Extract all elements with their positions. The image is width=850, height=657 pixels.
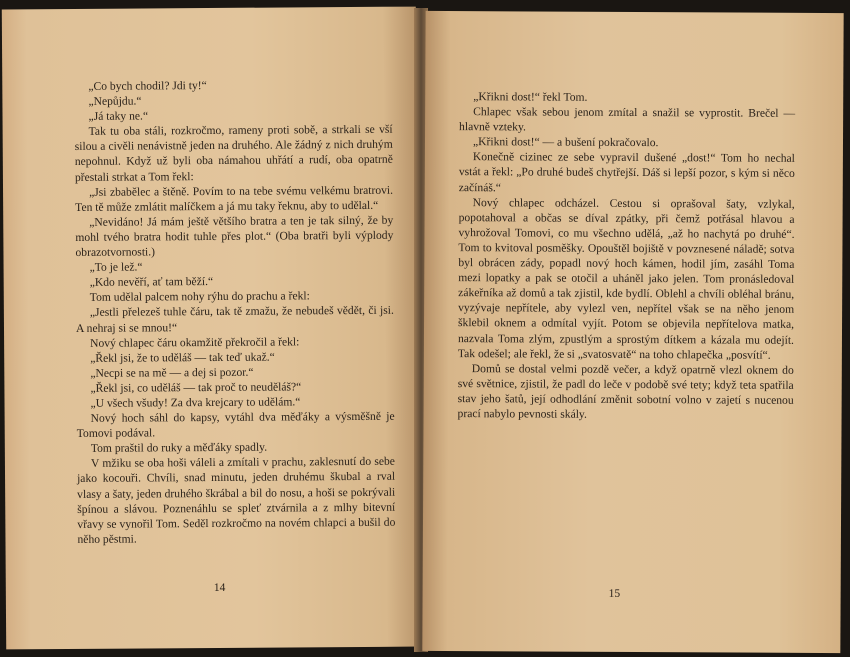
paragraph: „To je lež.“ — [89, 260, 143, 274]
paragraph: Tom praštil do ruky a měďáky spadly. — [90, 440, 268, 456]
paragraph: „Křikni dost!“ řekl Tom. — [473, 90, 588, 104]
paragraph: „Nepůjdu.“ — [88, 94, 142, 108]
paragraph: V mžiku se oba hoši váleli a zmítali v prachu, zaklesnutí do sebe jako kocouři. Chvíli, snad minutu, jeden druhému škubal a rval vlasy a šaty, jeden druhého škrábal a bil do nosu, a hoši se pokrývali špínou a slávou. Poznenáhlu se spleť ztvárnila a z mlhy bitevní vřavy se vynořil Tom. Seděl rozkročmo na novém chlapci a bušil do něho pěstmi. — [77, 455, 396, 546]
paragraph: Tak tu oba stáli, rozkročmo, rameny proti sobě, a strkali se vší silou a civěli nenávistně jeden na druhého. Ale žádný z nich druhým nepohnul. Když už byli oba námahou uhřátí a rudí, oba opatrně přestali strkat a Tom řekl: — [74, 123, 393, 184]
page-number: 15 — [608, 587, 621, 600]
paragraph: „Nevidáno! Já mám ještě většího bratra a ten je tak silný, že by mohl tvého bratra hodit tuhle přes plot.“ (Oba bratři byli výplody obrazotvornosti.) — [75, 213, 394, 259]
paragraph: Domů se dostal velmi pozdě večer, a když opatrně vlezl oknem do své světnice, zjistil, že padl do leče v podobě své tety; když teta spatřila stav jeho šatů, její odhodlání změnit sobotní volno v zajetí s nucenou prací nabylo pevnosti skály. — [457, 361, 794, 421]
paragraph: „Co bych chodil? Jdi ty!“ — [88, 79, 207, 93]
paragraph: „U všech všudy! Za dva krejcary to udělám.“ — [90, 395, 301, 410]
right-page — [422, 11, 843, 653]
paragraph: „Jsi zbabělec a štěně. Povím to na tebe svému velkému bratrovi. Ten tě může zmlátit malíčkem a já mu taky řeknu, aby to udělal.“ — [75, 183, 394, 214]
paragraph: Nový hoch sáhl do kapsy, vytáhl dva měďáky a výsměšně je Tomovi podával. — [76, 409, 395, 441]
paragraph: Nový chlapec odcházel. Cestou si oprašoval šaty, vzlykal, popotahoval a občas se díval zpátky, při čemž potřásal hlavou a vyhrožoval Tomovi, co mu všechno udělá, „až ho nachytá po druhé“. Tom to kvitoval posměšky. Opouštěl bojiště v povznesené náladě; sotva byl obrácen zády, popadl nový hoch kámen, hodil jím, zasáhl Toma mezi lopatky a pak se otočil a uháněl jako jelen. Tom pronásledoval zákeřníka až domů a tak zjistil, kde bydlí. Oblehl a chvíli obléhal bránu, vyzývaje nepřítele, aby vylezl ven, nepřítel však se na něho jenom šklebil oknem a odmítal vyjít. Potom se objevila nepřítelova matka, nazvala Toma zlým, zpustlým a sprostým dítkem a kázala mu odejít. Tak odešel; ale řekl, že si „svatosvatě“ na toho chlapečka „posvítí“. — [457, 195, 795, 362]
paragraph: „Křikni dost!“ — a bušení pokračovalo. — [472, 135, 659, 150]
paragraph: „Já taky ne.“ — [88, 109, 149, 124]
paragraph: „Řekl jsi, že to uděláš — tak teď ukaž.“ — [90, 350, 275, 365]
left-page-text — [74, 77, 395, 547]
left-page — [2, 7, 420, 650]
right-page-text — [458, 89, 796, 423]
paragraph: „Jestli přelezeš tuhle čáru, tak tě zmažu, že nebudeš vědět, či jsi. A nehraj si se mnou!“ — [75, 304, 394, 335]
paragraph: Konečně cizinec ze sebe vypravil dušené „dost!“ Tom ho nechal vstát a řekl: „Po druhé budeš chytřejší. Dáš si lepší pozor, s kým si něco začínáš.“ — [458, 150, 795, 194]
paragraph: Chlapec však sebou jenom zmítal a snažil se vyprostit. Brečel — hlavně vzteky. — [459, 105, 796, 134]
paragraph: Nový chlapec čáru okamžitě překročil a řekl: — [90, 334, 300, 350]
page-number: 14 — [213, 581, 226, 594]
paragraph: „Necpi se na mě — a dej si pozor.“ — [90, 365, 254, 380]
paragraph: „Kdo nevěří, ať tam běží.“ — [89, 275, 214, 290]
paragraph: „Řekl jsi, co uděláš — tak proč to neuděláš?“ — [90, 380, 302, 395]
paragraph: Tom udělal palcem nohy rýhu do prachu a řekl: — [89, 289, 310, 305]
